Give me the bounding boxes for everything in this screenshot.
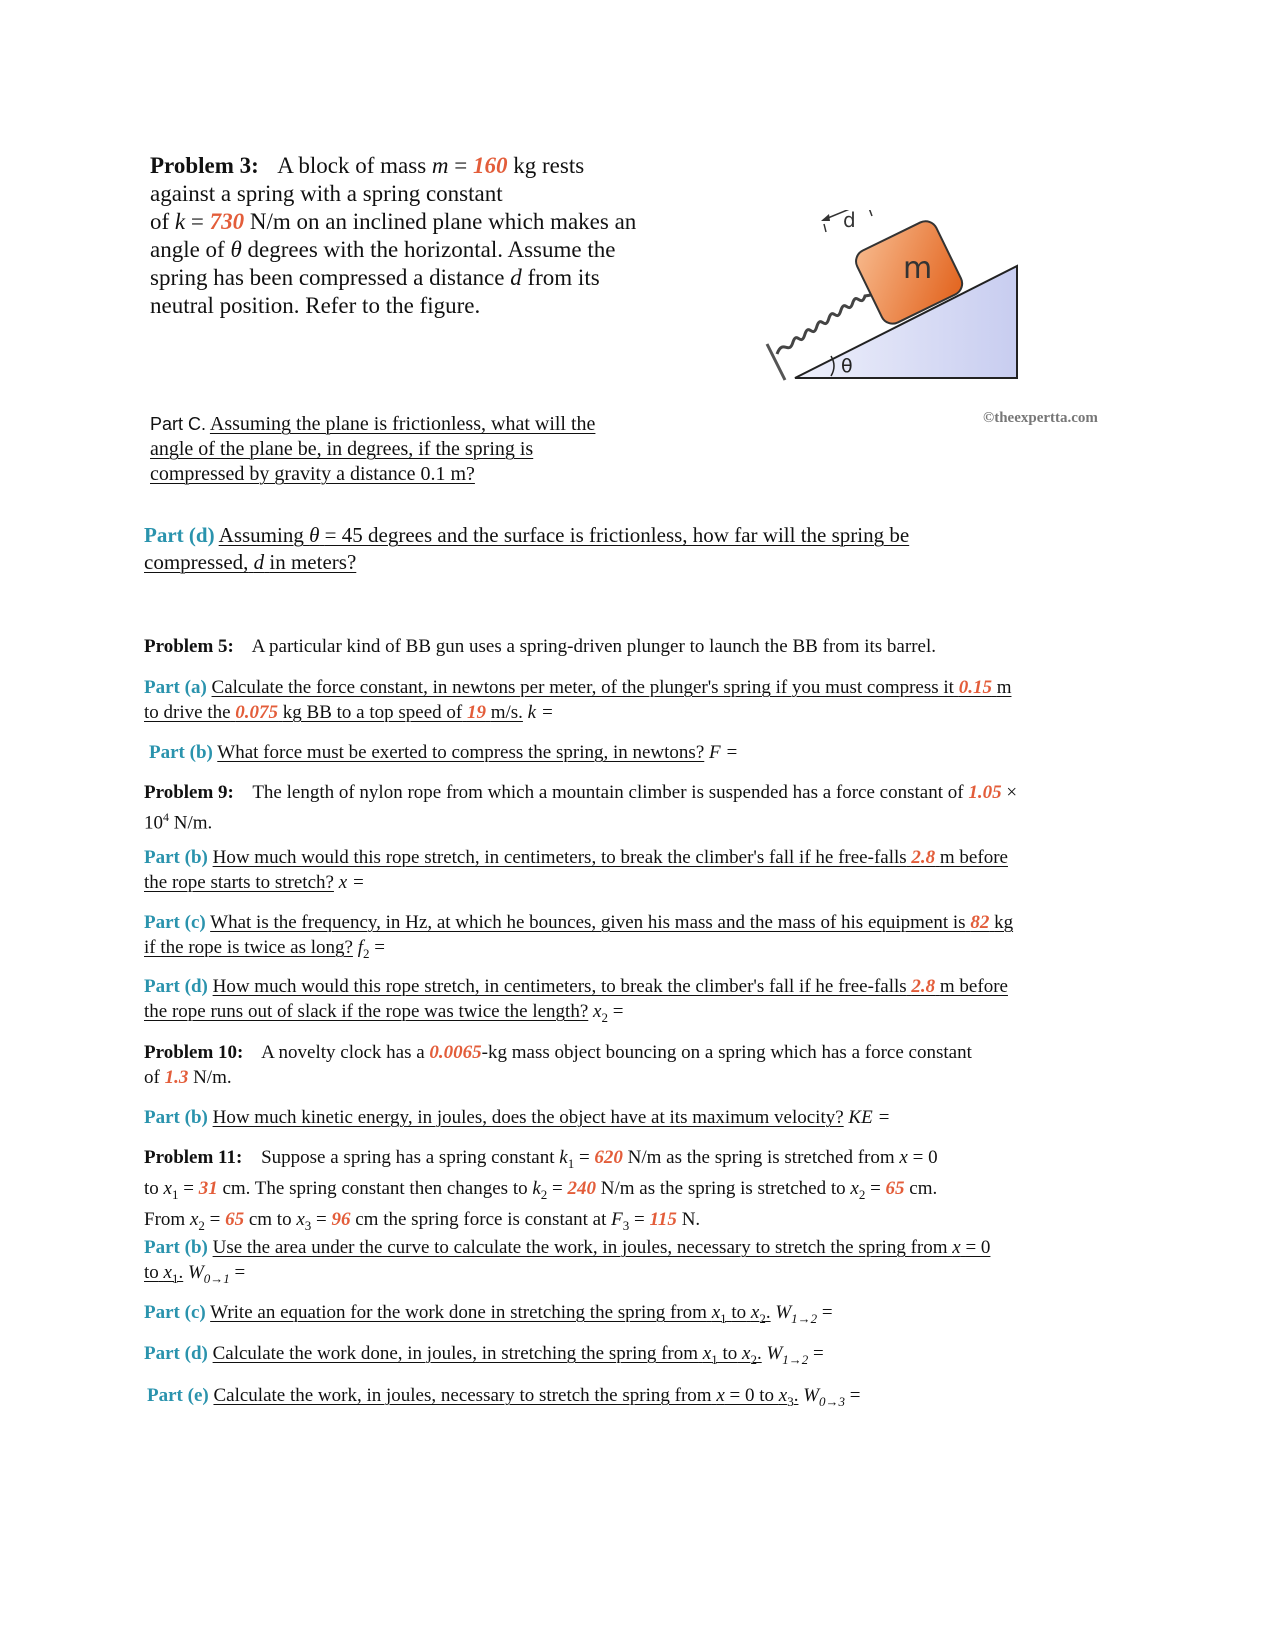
mass-value: 160 xyxy=(473,153,508,178)
p11-part-b-answer: $W_{0\to 1}$ = xyxy=(187,1262,246,1286)
problem-11-statement: Problem 11: Suppose a spring has a spring constant $k_1 = 620$ N/m as the spring is stretched from x = 0 to $x_1 = 31$ cm. The spring constant then changes to $k_2 = 240$ N/m as the spring is stretched to $x_2 = 65$ cm. From $x_2 = 65$ cm to $x_3 = 96$ cm the spring force is constant at $F_3 = 115$ N. xyxy=(144,1147,938,1233)
problem-3-part-c: Part C. Assuming the plane is frictionless, what will the angle of the plane be, in degrees, if the spring is compressed by gravity a distance 0.1 m? xyxy=(150,413,596,485)
figure-copyright: ©theexpertta.com xyxy=(983,410,1098,426)
problem-9-statement: Problem 9: The length of nylon rope from which a mountain climber is suspended has a force constant of 1.05 × $10^4$ N/m. xyxy=(144,782,1018,834)
d-arrow-head-left xyxy=(821,214,830,221)
problem-3-title: Problem 3: xyxy=(150,153,259,178)
problem-11-part-e: Part (e) Calculate the work, in joules, necessary to stretch the spring from x = 0 to $x_3$. $W_{0\to 3}$ = xyxy=(147,1385,861,1409)
p10-part-b-label: Part (b) xyxy=(144,1107,208,1128)
problem-9-part-c: Part (c) What is the frequency, in Hz, at which he bounces, given his mass and the mass of his equipment is 82 kg if the rope is twice as long? $f_2$ = xyxy=(144,912,1014,961)
p11-part-c-answer: $W_{1\to 2}$ = xyxy=(775,1302,833,1326)
p11-part-e-label: Part (e) xyxy=(147,1385,209,1406)
p11-part-d-label: Part (d) xyxy=(144,1343,208,1364)
spring-constant-value: 730 xyxy=(209,209,245,234)
p5-part-b-answer: F = xyxy=(709,742,739,763)
d-tick-right xyxy=(869,210,872,216)
problem-3-part-d: Part (d) Assuming θ = 45 degrees and the surface is frictionless, how far will the spring be compressed, d in meters? xyxy=(144,523,910,574)
problem-11-part-b: Part (b) Use the area under the curve to calculate the work, in joules, necessary to stretch the spring from x = 0 to $x_1$. $W_{0\to 1}$ = xyxy=(144,1237,991,1286)
part-d-label: Part (d) xyxy=(144,523,215,547)
problem-10-title: Problem 10: xyxy=(144,1042,244,1063)
p5-part-a-label: Part (a) xyxy=(144,677,207,698)
problem-5-part-b: Part (b) What force must be exerted to compress the spring, in newtons? F = xyxy=(149,742,739,763)
block-label: m xyxy=(903,251,933,286)
p11-part-b-label: Part (b) xyxy=(144,1237,208,1258)
p9-part-d-answer: $x_2$ = xyxy=(593,1001,624,1025)
p9-part-c-label: Part (c) xyxy=(144,912,206,933)
p10-part-b-answer: KE = xyxy=(848,1107,891,1128)
d-tick-left xyxy=(824,224,826,232)
problem-10-statement: Problem 10: A novelty clock has a 0.0065-kg mass object bouncing on a spring which has a force constant of 1.3 N/m. xyxy=(144,1042,972,1088)
theta-label: θ xyxy=(841,355,853,377)
problem-11-part-c: Part (c) Write an equation for the work done in stretching the spring from $x_1$ to $x_2$. $W_{1\to 2}$ = xyxy=(144,1302,833,1326)
p9-part-b-label: Part (b) xyxy=(144,847,208,868)
problem-11-title: Problem 11: xyxy=(144,1147,243,1168)
problem-5-statement: Problem 5: A particular kind of BB gun uses a spring-driven plunger to launch the BB from its barrel. xyxy=(144,636,936,657)
p9-part-d-label: Part (d) xyxy=(144,976,208,997)
p5-part-a-answer: k = xyxy=(527,702,554,723)
problem-9-part-b: Part (b) How much would this rope stretch, in centimeters, to break the climber's fall if he free-falls 2.8 m before the rope starts to stretch? x = xyxy=(144,847,1008,893)
problem-5-part-a: Part (a) Calculate the force constant, in newtons per meter, of the plunger's spring if you must compress it 0.15 m to drive the 0.075 kg BB to a top speed of 19 m/s. k = xyxy=(144,677,1012,723)
problem-11-part-d: Part (d) Calculate the work done, in joules, in stretching the spring from $x_1$ to $x_2$. $W_{1\to 2}$ = xyxy=(144,1343,824,1367)
p5-part-b-label: Part (b) xyxy=(149,742,213,763)
p9-part-b-answer: x = xyxy=(338,872,365,893)
spring-wall xyxy=(767,344,785,380)
p11-part-e-answer: $W_{0\to 3}$ = xyxy=(803,1385,861,1409)
problem-9-title: Problem 9: xyxy=(144,782,234,803)
p9-part-c-answer: $f_2$ = xyxy=(357,937,385,961)
part-c-label: Part C. xyxy=(150,414,207,434)
incline-spring-figure xyxy=(765,210,1075,400)
p11-part-d-answer: $W_{1\to 2}$ = xyxy=(766,1343,824,1367)
problem-3-statement: Problem 3: A block of mass m = 160 kg rests against a spring with a spring constant of k = 730 N/m on an inclined plane which makes an angle of θ degrees with the horizontal. Assume the spring has been compressed a distance d from its neutral position. Refer to the figure. xyxy=(150,153,637,318)
problem-9-part-d: Part (d) How much would this rope stretch, in centimeters, to break the climber's fall if he free-falls 2.8 m before the rope runs out of slack if the rope was twice the length? $x_2$ = xyxy=(144,976,1008,1025)
p11-part-c-label: Part (c) xyxy=(144,1302,206,1323)
problem-5-title: Problem 5: xyxy=(144,636,234,657)
d-label: d xyxy=(843,210,856,232)
problem-10-part-b: Part (b) How much kinetic energy, in joules, does the object have at its maximum velocity? KE = xyxy=(144,1107,891,1128)
